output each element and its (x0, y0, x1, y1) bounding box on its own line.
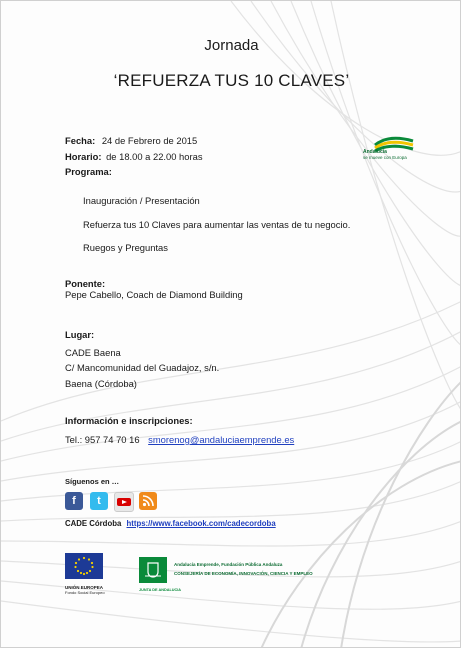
location-line: CADE Baena (65, 347, 121, 358)
social-label: Síguenos en … (65, 477, 120, 486)
event-title: ‘REFUERZA TUS 10 CLAVES’ (113, 71, 350, 90)
program-item: Refuerza tus 10 Claves para aumentar las ventas de tu negocio. (83, 219, 351, 230)
program-label: Programa: (65, 166, 112, 177)
junta-andalucia-emblem-icon (139, 557, 167, 583)
date-row (65, 135, 197, 146)
andalucia-logo-text: Andalucía (363, 149, 387, 155)
rss-icon[interactable] (139, 492, 157, 510)
phone-number: Tel.: 957 74 70 16 (65, 434, 140, 445)
contact-row (65, 434, 294, 445)
eu-flag-icon (65, 553, 103, 579)
cade-label: CADE Córdoba (65, 519, 122, 528)
event-type-heading: Jornada (204, 37, 259, 54)
andalucia-logo-subtext: se mueve con Europa (363, 155, 407, 160)
facebook-page-link[interactable]: https://www.facebook.com/cadecordoba (126, 519, 276, 528)
speaker-label: Ponente: (65, 278, 106, 289)
cade-facebook-row (65, 519, 276, 528)
facebook-icon[interactable]: f (65, 492, 83, 510)
time-value: de 18.00 a 22.00 horas (106, 151, 203, 162)
junta-logo-text: JUNTA DE ANDALUCIA (139, 588, 182, 592)
location-label: Lugar: (65, 329, 95, 340)
andalucia-europa-logo (361, 135, 419, 163)
foundation-name: Andalucía Emprende, Fundación Pública Andaluza (174, 562, 283, 567)
speaker-value: Pepe Cabello, Coach de Diamond Building (65, 289, 243, 300)
eu-fund-text: Fondo Social Europeo (65, 590, 105, 595)
european-union-logo (65, 553, 105, 595)
consejeria-name: CONSEJERÍA DE ECONOMÍA, INNOVACIÓN, CIENCIA Y EMPLEO (174, 571, 313, 576)
location-line: Baena (Córdoba) (65, 378, 137, 389)
info-label: Información e inscripciones: (65, 415, 193, 426)
email-link[interactable]: smorenog@andaluciaemprende.es (148, 434, 295, 445)
eu-logo-text: UNIÓN EUROPEA (65, 585, 104, 590)
date-value: 24 de Febrero de 2015 (101, 135, 198, 146)
location-line: C/ Mancomunidad del Guadajoz, s/n. (65, 362, 220, 373)
twitter-icon[interactable]: t (90, 492, 108, 510)
date-label: Fecha: (65, 135, 96, 146)
flyer-content (1, 1, 461, 648)
program-item: Ruegos y Preguntas (83, 242, 168, 253)
program-item: Inauguración / Presentación (83, 195, 200, 206)
time-label: Horario: (65, 151, 102, 162)
time-row (65, 151, 203, 162)
youtube-icon[interactable] (114, 492, 134, 512)
